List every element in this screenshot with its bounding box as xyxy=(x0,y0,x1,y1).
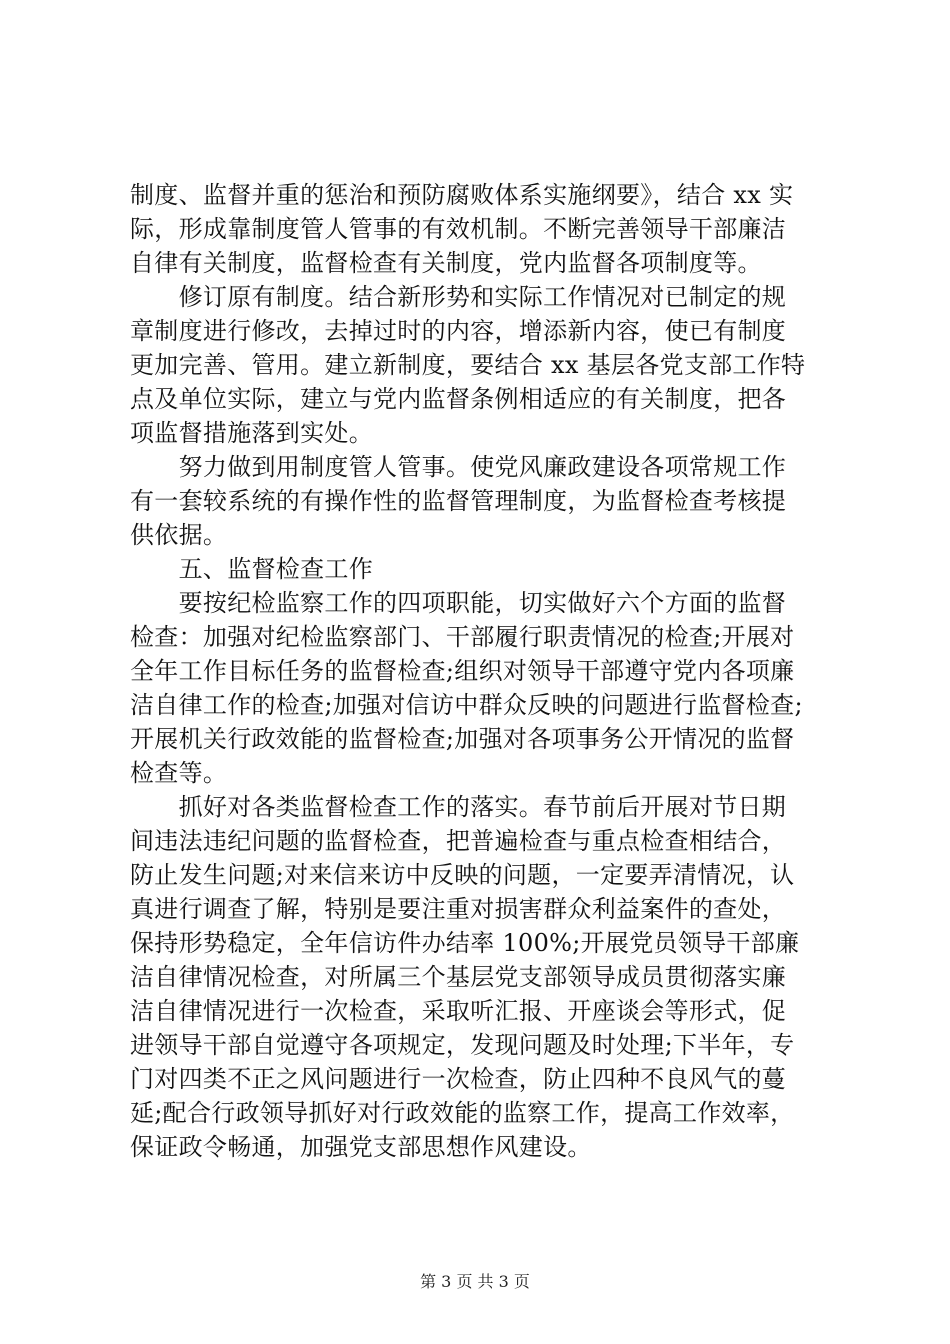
text-line: 门对四类不正之风问题进行一次检查，防止四种不良风气的蔓 xyxy=(130,1065,787,1093)
text-line: 开展机关行政效能的监督检查;加强对各项事务公开情况的监督 xyxy=(130,725,795,753)
text-line: 延;配合行政领导抓好对行政效能的监察工作，提高工作效率， xyxy=(130,1099,795,1127)
document-body xyxy=(130,178,842,1164)
section-heading: 五、监督检查工作 xyxy=(130,555,373,583)
text-line: 检查：加强对纪检监察部门、干部履行职责情况的检查;开展对 xyxy=(130,623,795,651)
page-footer: 第 3 页 共 3 页 xyxy=(420,1272,530,1291)
text-line: 项监督措施落到实处。 xyxy=(130,419,373,447)
text-line: 洁自律情况检查，对所属三个基层党支部领导成员贯彻落实廉 xyxy=(130,963,787,991)
text-line: 有一套较系统的有操作性的监督管理制度，为监督检查考核提 xyxy=(130,487,787,515)
text-line: 修订原有制度。结合新形势和实际工作情况对已制定的规 xyxy=(130,283,787,311)
text-line: 全年工作目标任务的监督检查;组织对领导干部遵守党内各项廉 xyxy=(130,657,795,685)
text-line: 点及单位实际，建立与党内监督条例相适应的有关制度，把各 xyxy=(130,385,787,413)
text-line: 保持形势稳定，全年信访件办结率 100%;开展党员领导干部廉 xyxy=(130,929,800,957)
text-line: 间违法违纪问题的监督检查，把普遍检查与重点检查相结合， xyxy=(130,827,787,855)
text-line: 更加完善、管用。建立新制度，要结合 xx 基层各党支部工作特 xyxy=(130,351,806,379)
text-line: 检查等。 xyxy=(130,759,228,787)
text-line: 洁自律情况进行一次检查，采取听汇报、开座谈会等形式，促 xyxy=(130,997,787,1025)
text-line: 供依据。 xyxy=(130,521,228,549)
text-line: 努力做到用制度管人管事。使党风廉政建设各项常规工作 xyxy=(130,453,787,481)
text-line: 真进行调查了解，特别是要注重对损害群众利益案件的查处， xyxy=(130,895,787,923)
text-line: 自律有关制度，监督检查有关制度，党内监督各项制度等。 xyxy=(130,249,762,277)
text-line: 抓好对各类监督检查工作的落实。春节前后开展对节日期 xyxy=(130,793,787,821)
text-line: 进领导干部自觉遵守各项规定，发现问题及时处理;下半年，专 xyxy=(130,1031,795,1059)
text-line: 际，形成靠制度管人管事的有效机制。不断完善领导干部廉洁 xyxy=(130,215,787,243)
text-line: 洁自律工作的检查;加强对信访中群众反映的问题进行监督检查; xyxy=(130,691,803,719)
text-line: 保证政令畅通，加强党支部思想作风建设。 xyxy=(130,1133,592,1161)
text-line: 防止发生问题;对来信来访中反映的问题，一定要弄清情况，认 xyxy=(130,861,795,889)
text-line: 章制度进行修改，去掉过时的内容，增添新内容，使已有制度 xyxy=(130,317,787,345)
text-line: 要按纪检监察工作的四项职能，切实做好六个方面的监督 xyxy=(130,589,787,617)
text-line: 制度、监督并重的惩治和预防腐败体系实施纲要》，结合 xx 实 xyxy=(130,181,794,209)
